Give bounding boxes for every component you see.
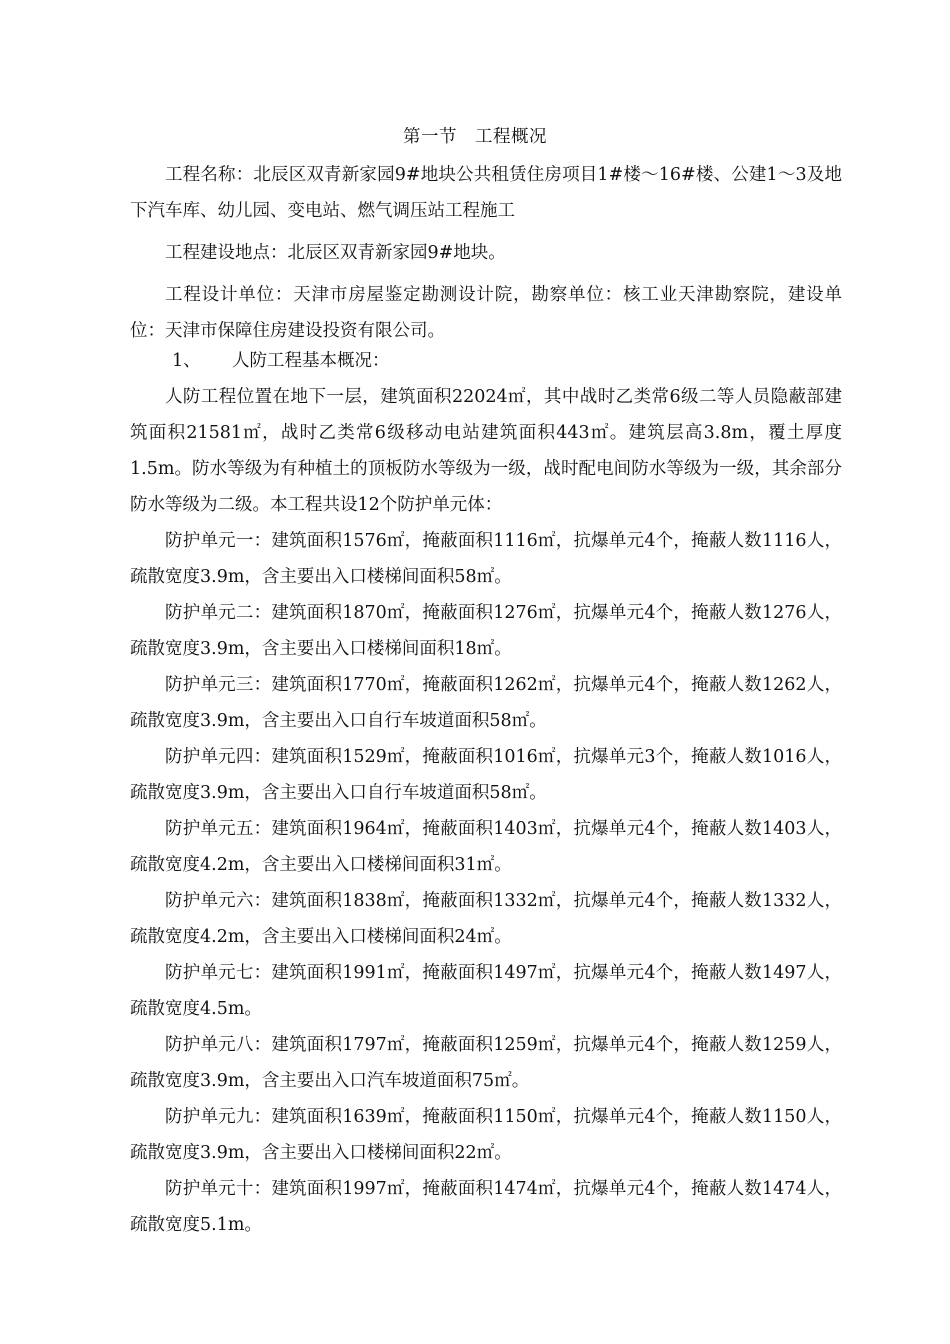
protection-unit-5: 防护单元五：建筑面积1964㎡，掩蔽面积1403㎡，抗爆单元4个，掩蔽人数1403人，疏散宽度4.2m，含主要出入口楼梯间面积31㎡。 [130,819,842,875]
protection-unit-9: 防护单元九：建筑面积1639㎡，掩蔽面积1150㎡，抗爆单元4个，掩蔽人数1150人，疏散宽度3.9m，含主要出入口楼梯间面积22㎡。 [130,1107,842,1163]
project-name-paragraph: 工程名称：北辰区双青新家园9#地块公共租赁住房项目1#楼～16#楼、公建1～3及地下汽车库、幼儿园、变电站、燃气调压站工程施工 [130,165,842,221]
design-units-paragraph: 工程设计单位：天津市房屋鉴定勘测设计院，勘察单位：核工业天津勘察院，建设单位：天津市保障住房建设投资有限公司。 [130,285,842,341]
section-title: 第一节 工程概况 [403,127,547,147]
protection-unit-6: 防护单元六：建筑面积1838㎡，掩蔽面积1332㎡，抗爆单元4个，掩蔽人数1332人，疏散宽度4.2m，含主要出入口楼梯间面积24㎡。 [130,891,842,947]
protection-unit-7: 防护单元七：建筑面积1991㎡，掩蔽面积1497㎡，抗爆单元4个，掩蔽人数1497人，疏散宽度4.5m。 [130,963,842,1019]
protection-unit-8: 防护单元八：建筑面积1797㎡，掩蔽面积1259㎡，抗爆单元4个，掩蔽人数1259人，疏散宽度3.9m，含主要出入口汽车坡道面积75㎡。 [130,1035,842,1091]
protection-unit-2: 防护单元二：建筑面积1870㎡，掩蔽面积1276㎡，抗爆单元4个，掩蔽人数1276人，疏散宽度3.9m，含主要出入口楼梯间面积18㎡。 [130,603,842,659]
overview-paragraph: 人防工程位置在地下一层，建筑面积22024㎡，其中战时乙类常6级二等人员隐蔽部建筑面积21581㎡，战时乙类常6级移动电站建筑面积443㎡。建筑层高3.8m，覆土厚度1.5m。防水等级为有种植土的顶板防水等级为一级，战时配电间防水等级为一级，其余部分防水等级为二级。本工程共设12个防护单元体： [130,387,842,515]
protection-unit-3: 防护单元三：建筑面积1770㎡，掩蔽面积1262㎡，抗爆单元4个，掩蔽人数1262人，疏散宽度3.9m，含主要出入口自行车坡道面积58㎡。 [130,675,842,731]
item-heading [130,351,842,371]
protection-unit-4: 防护单元四：建筑面积1529㎡，掩蔽面积1016㎡，抗爆单元3个，掩蔽人数1016人，疏散宽度3.9m，含主要出入口自行车坡道面积58㎡。 [130,747,842,803]
item-heading-text: 人防工程基本概况： [232,351,390,371]
protection-unit-10: 防护单元十：建筑面积1997㎡，掩蔽面积1474㎡，抗爆单元4个，掩蔽人数1474人，疏散宽度5.1m。 [130,1179,842,1235]
protection-unit-1: 防护单元一：建筑面积1576㎡，掩蔽面积1116㎡，抗爆单元4个，掩蔽人数1116人，疏散宽度3.9m，含主要出入口楼梯间面积58㎡。 [130,531,842,587]
item-number: 1、 [172,351,201,371]
protection-unit-list [130,523,842,1243]
document-body [130,157,842,1243]
location-paragraph: 工程建设地点：北辰区双青新家园9#地块。 [165,243,506,263]
